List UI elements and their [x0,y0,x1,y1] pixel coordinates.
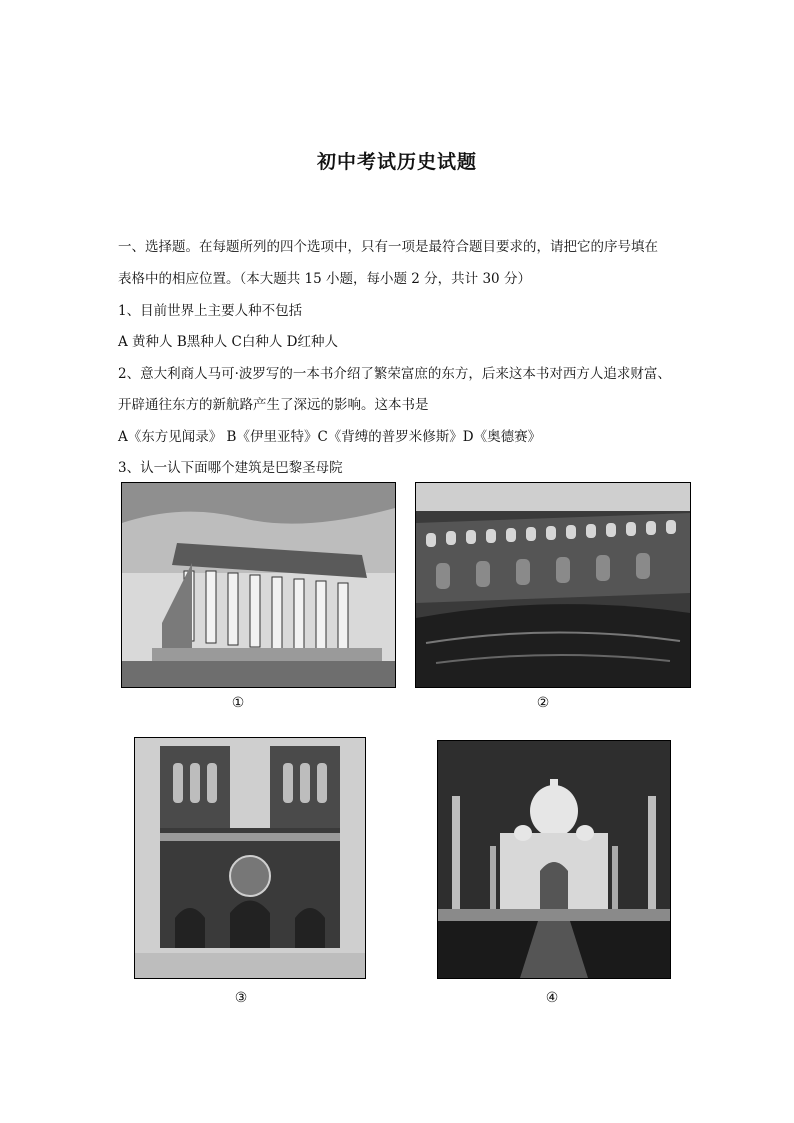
question-1-options: A 黄种人 B黑种人 C白种人 D红种人 [118,334,338,350]
section-intro-line-2: 表格中的相应位置。（本大题共 15 小题，每小题 2 分，共计 30 分） [118,271,531,287]
question-2-stem-line-2: 开辟通往东方的新航路产生了深远的影响。这本书是 [118,397,429,413]
figure-3-label: ③ [234,990,248,1006]
section-intro-line-1: 一、选择题。在每题所列的四个选项中，只有一项是最符合题目要求的，请把它的序号填在 [118,239,658,255]
question-2-stem-line-1: 2、意大利商人马可·波罗写的一本书介绍了繁荣富庶的东方，后来这本书对西方人追求财富、 [118,366,671,382]
notre-dame-photo [134,737,366,979]
question-2-options: A《东方见闻录》 B《伊里亚特》C《背缚的普罗米修斯》D《奥德赛》 [118,429,542,445]
taj-mahal-photo [437,740,671,979]
page-title: 初中考试历史试题 [316,151,477,173]
figure-4-label: ④ [545,990,559,1006]
parthenon-photo [121,482,396,688]
figure-1-label: ① [231,695,245,711]
question-3-stem: 3、认一认下面哪个建筑是巴黎圣母院 [118,460,343,476]
question-1-stem: 1、目前世界上主要人种不包括 [118,303,303,319]
colosseum-photo [415,482,691,688]
figure-2-label: ② [536,695,550,711]
